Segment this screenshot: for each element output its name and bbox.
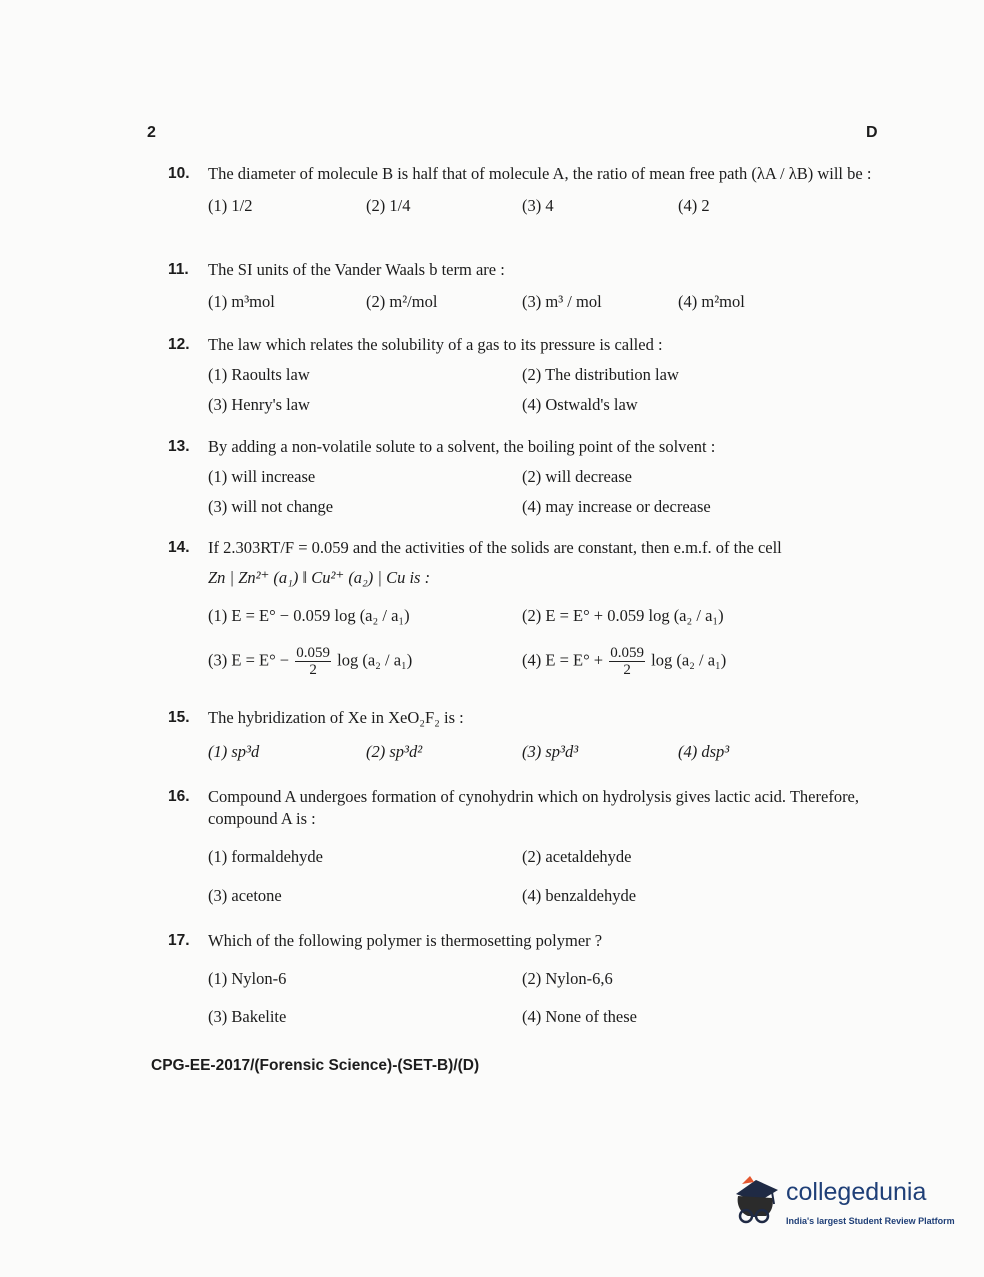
- question-13: [168, 436, 880, 518]
- option-1: (1) will increase: [208, 467, 316, 486]
- brand-name: collegedunia: [786, 1178, 927, 1206]
- option-3: (3) Bakelite: [208, 1007, 287, 1026]
- option-3: (3) E = E° − $\frac{0.059}{2}$ log (a₂ / a₁): [208, 645, 413, 678]
- question-number: 16.: [168, 788, 190, 805]
- option-4: (4) None of these: [522, 1007, 638, 1026]
- question-16: [168, 786, 880, 907]
- question-stem: Which of the following polymer is thermosetting polymer ?: [208, 931, 603, 950]
- mascot-icon: [728, 1172, 784, 1228]
- option-4: (4) benzaldehyde: [522, 886, 637, 905]
- option-3: (3) acetone: [208, 886, 282, 905]
- page-number: 2: [147, 124, 156, 141]
- option-1: (1) 1/2: [208, 196, 253, 215]
- option-1: (1) Raoults law: [208, 365, 310, 384]
- option-4: (4) 2: [678, 196, 710, 215]
- option-2: (2) 1/4: [366, 196, 411, 215]
- option-2: (2) The distribution law: [522, 365, 679, 384]
- option-2: (2) E = E° + 0.059 log (a₂ / a₁): [522, 606, 724, 625]
- option-4: (4) Ostwald's law: [522, 395, 638, 414]
- fraction: $\frac{0.059}{2}$: [296, 645, 330, 678]
- question-stem: If 2.303RT/F = 0.059 and the activities of the solids are constant, then e.m.f. of the cell: [208, 538, 782, 557]
- question-number: 17.: [168, 932, 190, 949]
- question-stem: The SI units of the Vander Waals b term are :: [208, 260, 505, 279]
- question-number: 11.: [168, 261, 189, 278]
- option-1: (1) sp³d: [208, 742, 260, 761]
- question-number: 15.: [168, 709, 190, 726]
- option-3: (3) Henry's law: [208, 395, 310, 414]
- option-2: (2) sp³d²: [366, 742, 423, 761]
- option-4: (4) dsp³: [678, 742, 730, 761]
- question-10: [168, 163, 880, 217]
- option-2: (2) Nylon-6,6: [522, 969, 613, 988]
- question-12: [168, 334, 880, 416]
- brand-tagline: India's largest Student Review Platform: [786, 1216, 955, 1226]
- option-4: (4) may increase or decrease: [522, 497, 711, 516]
- option-2: (2) will decrease: [522, 467, 632, 486]
- option-2: (2) acetaldehyde: [522, 847, 632, 866]
- question-stem: The diameter of molecule B is half that of molecule A, the ratio of mean free path (λA / λB) will be :: [208, 164, 872, 183]
- paper-code: CPG-EE-2017/(Forensic Science)-(SET-B)/(D): [151, 1057, 480, 1074]
- option-1: (1) E = E° − 0.059 log (a₂ / a₁): [208, 606, 410, 625]
- option-1: (1) formaldehyde: [208, 847, 323, 866]
- fraction: $\frac{0.059}{2}$: [610, 645, 644, 678]
- cell-notation: Zn | Zn²⁺ (a₁) ‖ Cu²⁺ (a₂) | Cu is :: [208, 568, 431, 587]
- brand-logo: [728, 1172, 958, 1232]
- question-15: [168, 707, 880, 763]
- option-3: (3) sp³d³: [522, 742, 579, 761]
- option-1: (1) Nylon-6: [208, 969, 287, 988]
- option-3: (3) will not change: [208, 497, 334, 516]
- question-stem: The law which relates the solubility of a gas to its pressure is called :: [208, 335, 663, 354]
- question-number: 10.: [168, 165, 190, 182]
- question-14: [168, 537, 880, 678]
- question-11: [168, 259, 880, 313]
- option-1: (1) m³mol: [208, 292, 275, 311]
- question-stem: Compound A undergoes formation of cynohydrin which on hydrolysis gives lactic acid. Therefore, compound A is :: [208, 787, 860, 828]
- question-number: 13.: [168, 438, 190, 455]
- option-4: (4) E = E° + $\frac{0.059}{2}$ log (a₂ / a₁): [522, 645, 727, 678]
- question-number: 14.: [168, 539, 190, 556]
- option-3: (3) 4: [522, 196, 554, 215]
- question-stem: By adding a non-volatile solute to a solvent, the boiling point of the solvent :: [208, 437, 716, 456]
- option-4: (4) m²mol: [678, 292, 745, 311]
- question-17: [168, 930, 880, 1028]
- option-3: (3) m³ / mol: [522, 292, 602, 311]
- option-2: (2) m²/mol: [366, 292, 438, 311]
- set-code: D: [866, 124, 878, 141]
- question-stem: The hybridization of Xe in XeO₂F₂ is :: [208, 708, 464, 727]
- question-number: 12.: [168, 336, 190, 353]
